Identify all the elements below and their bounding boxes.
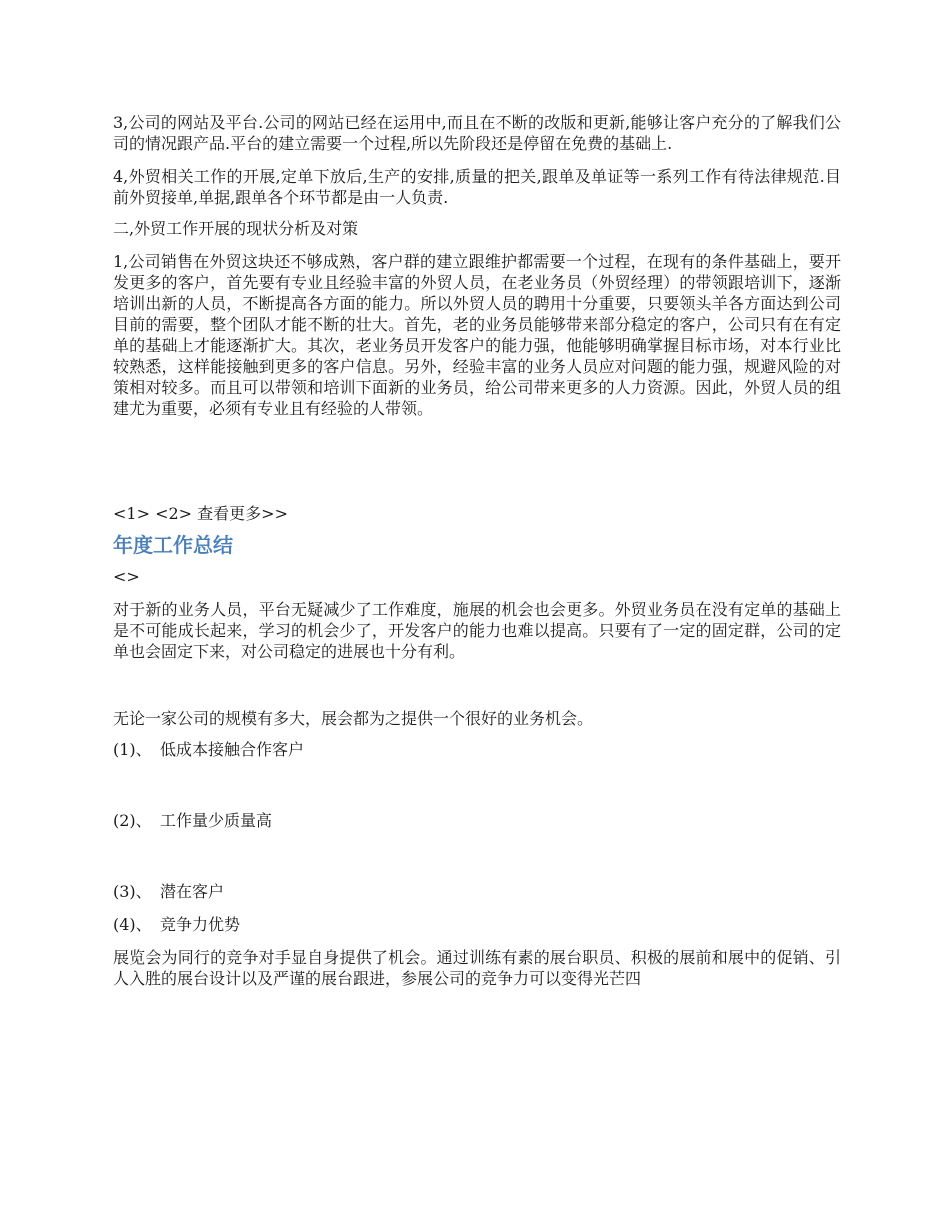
list-item: (1)、 低成本接触合作客户 (113, 740, 305, 759)
page-title: 年度工作总结 (113, 533, 233, 557)
paragraph-website: 3,公司的网站及平台.公司的网站已经在运用中,而且在不断的改版和更新,能够让客户充分的了解我们公司的情况跟产品.平台的建立需要一个过程,所以先阶段还是停留在免费的基础上. (113, 113, 841, 153)
paragraph-new-staff: 对于新的业务人员，平台无疑减少了工作难度，施展的机会也会更多。外贸业务员在没有定单的基础上是不可能成长起来，学习的机会少了，开发客户的能力也难以提高。只要有了一定的固定群，公司的定单也会固定下来，对公司稳定的进展也十分有利。 (113, 600, 841, 661)
pagination-links[interactable]: <1> <2> 查看更多>> (113, 504, 288, 523)
list-item: (4)、 竞争力优势 (113, 915, 241, 934)
section-heading-analysis: 二,外贸工作开展的现状分析及对策 (113, 219, 359, 238)
document-body (113, 112, 841, 989)
paragraph-trade-work: 4,外贸相关工作的开展,定单下放后,生产的安排,质量的把关,跟单及单证等一系列工作有待法律规范.目前外贸接单,单据,跟单各个环节都是由一人负责. (113, 167, 841, 207)
list-item: (3)、 潜在客户 (113, 882, 225, 901)
marker-text: <> (113, 567, 140, 586)
paragraph-exhibition: 无论一家公司的规模有多大，展会都为之提供一个很好的业务机会。 (113, 709, 594, 728)
list-item: (2)、 工作量少质量高 (113, 811, 273, 830)
paragraph-sales-analysis: 1,公司销售在外贸这块还不够成熟，客户群的建立跟维护都需要一个过程，在现有的条件基础上，要开发更多的客户，首先要有专业且经验丰富的外贸人员，在老业务员（外贸经理）的带领跟培训下，逐渐培训出新的人员，不断提高各方面的能力。所以外贸人员的聘用十分重要，只要领头羊各方面达到公司目前的需要，整个团队才能不断的壮大。首先，老的业务员能够带来部分稳定的客户，公司只有在有定单的基础上才能逐渐扩大。其次，老业务员开发客户的能力强，他能够明确掌握目标市场，对本行业比较熟悉，这样能接触到更多的客户信息。另外，经验丰富的业务人员应对问题的能力强，规避风险的对策相对较多。而且可以带领和培训下面新的业务员，给公司带来更多的人力资源。因此，外贸人员的组建尤为重要，必须有专业且有经验的人带领。 (113, 252, 841, 418)
paragraph-competition: 展览会为同行的竞争对手显自身提供了机会。通过训练有素的展台职员、积极的展前和展中的促销、引人入胜的展台设计以及严谨的展台跟进，参展公司的竞争力可以变得光芒四 (113, 948, 841, 988)
